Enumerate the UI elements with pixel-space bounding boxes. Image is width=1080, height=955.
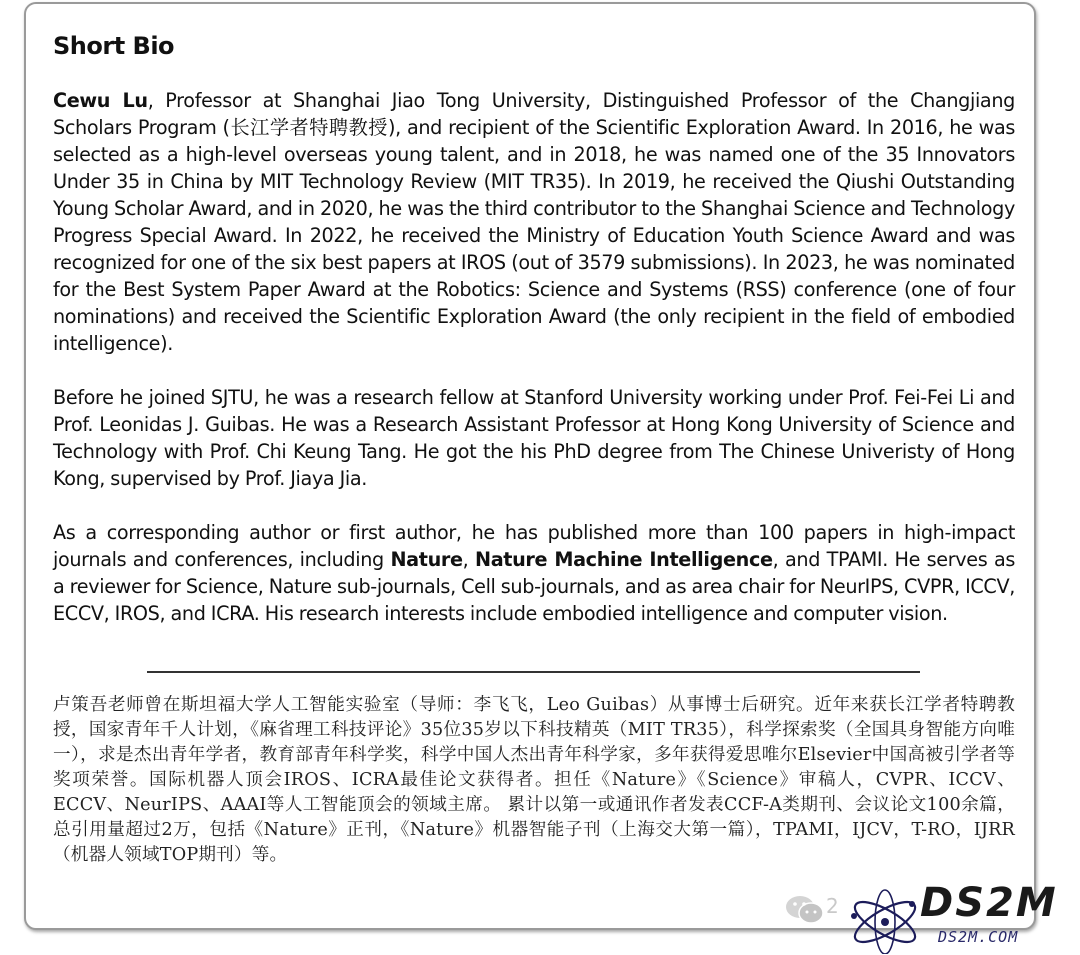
wechat-icon	[785, 894, 825, 926]
bio-english	[53, 87, 1015, 654]
logo-subtext: DS2M.COM	[938, 928, 1019, 946]
bio-paragraph-1	[53, 87, 1015, 357]
bio-chinese: 卢策吾老师曾在斯坦福大学人工智能实验室（导师：李飞飞，Leo Guibas）从事博士后研究。近年来获长江学者特聘教授，国家青年千人计划，《麻省理工科技评论》35位35岁以下科技精英（MIT TR35），科学探索奖（全国具身智能方向唯一），求是杰出青年学者，教育部青年科学奖，科学中国人杰出青年科学家，多年获得爱思唯尔Elsevier中国高被引学者等奖项荣誉。国际机器人顶会IROS、ICRA最佳论文获得者。担任《Nature》《Science》审稿人，CVPR、ICCV、ECCV、NeurIPS、AAAI等人工智能顶会的领域主席。 累计以第一或通讯作者发表CCF-A类期刊、会议论文100余篇，总引用量超过2万，包括《Nature》正刊，《Nature》机器智能子刊（上海交大第一篇），TPAMI，IJCV，T-RO，IJRR（机器人领域TOP期刊）等。	[53, 695, 1015, 865]
bio-paragraph-3-text-b: , and TPAMI. He serves as a reviewer for Science, Nature sub-journals, Cell sub-journals, and as area chair for NeurIPS, CVPR, ICCV, ECCV, IROS, and ICRA. His research interests include embodied intelligence and computer vision.	[53, 548, 1016, 625]
watermark	[780, 880, 1080, 955]
bio-paragraph-2: Before he joined SJTU, he was a research fellow at Stanford University working under Prof. Fei-Fei Li and Prof. Leonidas J. Guibas. He was a Research Assistant Professor at Hong Kong University of Science and Technology with Prof. Chi Keung Tang. He got the his PhD degree from The Chinese Univeristy of Hong Kong, supervised by Prof. Jiaya Jia.	[53, 386, 1015, 490]
watermark-faded-text: 2	[826, 894, 839, 918]
logo-text: DS2M	[920, 880, 1058, 926]
bio-paragraph-3	[53, 519, 1015, 627]
bio-paragraph-3-sep: ,	[462, 548, 475, 571]
bio-title: Short Bio	[53, 32, 175, 60]
section-divider	[147, 671, 920, 673]
bio-bold-nature: Nature	[390, 548, 463, 571]
bio-paragraph-1-text: , Professor at Shanghai Jiao Tong University, Distinguished Professor of the Changjiang Scholars Program (长江学者特聘教授), and recipient of the Scientific Exploration Award. In 2016, he was selected as a high-level overseas young talent, and in 2018, he was named one of the 35 Innovators Under 35 in China by MIT Technology Review (MIT TR35). In 2019, he received the Qiushi Outstanding Young Scholar Award, and in 2020, he was the third contributor to the Shanghai Science and Technology Progress Special Award. In 2022, he received the Ministry of Education Youth Science Award and was recognized for one of the six best papers at IROS (out of 3579 submissions). In 2023, he was nominated for the Best System Paper Award at the Robotics: Science and Systems (RSS) conference (one of four nominations) and received the Scientific Exploration Award (the only recipient in the field of embodied intelligence).	[53, 89, 1015, 355]
bio-card	[24, 2, 1036, 930]
bio-name: Cewu Lu	[53, 89, 148, 112]
bio-paragraph-3-text-a: As a corresponding author or first author, he has published more than 100 papers in high-impact journals and conferences, including	[53, 521, 1015, 571]
atom-icon	[846, 886, 924, 954]
bio-bold-nmi: Nature Machine Intelligence	[474, 548, 773, 571]
